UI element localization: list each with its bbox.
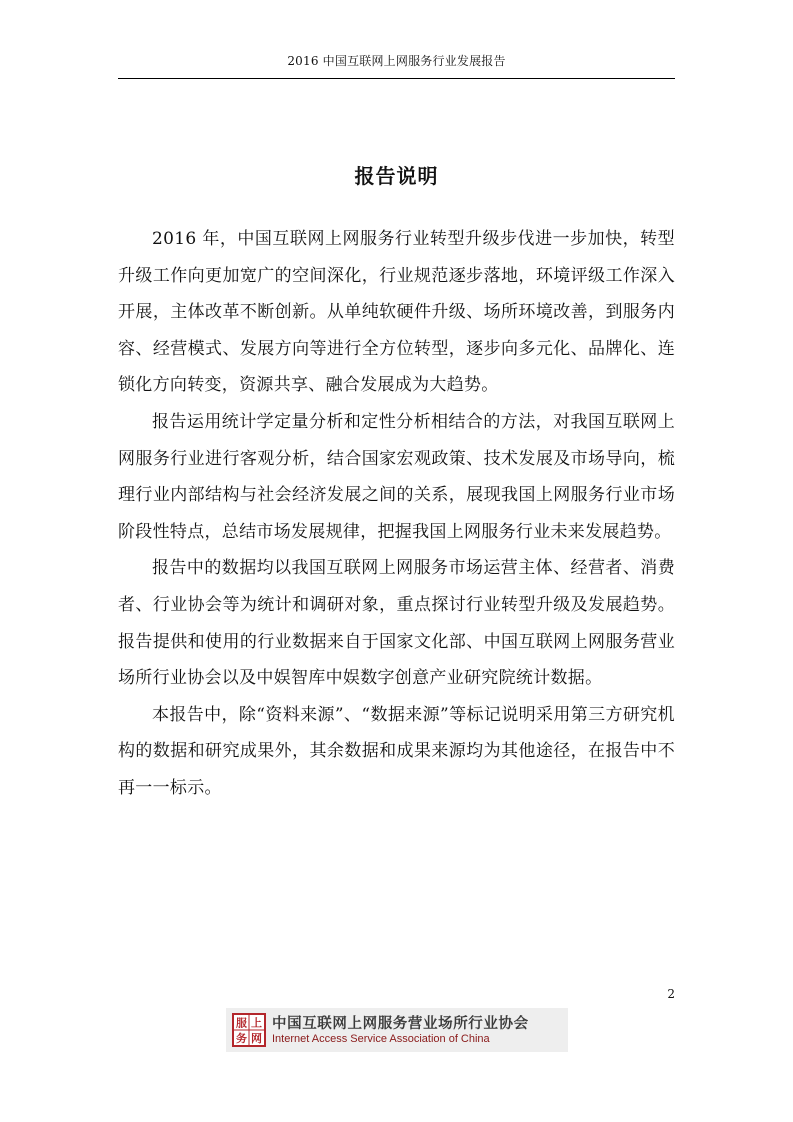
org-name-en: Internet Access Service Association of China [272,1032,490,1045]
running-header: 2016 中国互联网上网服务行业发展报告 [287,54,506,68]
emblem-char: 务 [236,1032,247,1045]
paragraph: 2016 年，中国互联网上网服务行业转型升级步伐进一步加快，转型升级工作向更加宽广的空间深化，行业规范逐步落地，环境评级工作深入开展，主体改革不断创新。从单纯软硬件升级、场所环境改善，到服务内容、经营模式、发展方向等进行全方位转型，逐步向多元化、品牌化、连锁化方向转变，资源共享、融合发展成为大趋势。 [118,229,675,396]
paragraph: 本报告中，除“资料来源”、“数据来源”等标记说明采用第三方研究机构的数据和研究成果外，其余数据和成果来源均为其他途径，在报告中不再一一标示。 [118,704,675,798]
emblem-char: 服 [236,1016,247,1030]
emblem-char: 网 [251,1032,262,1045]
page-number: 2 [667,987,675,1001]
report-body [118,221,675,807]
emblem-char: 上 [251,1016,262,1030]
org-name-cn: 中国互联网上网服务营业场所行业协会 [272,1015,529,1032]
page-title: 报告说明 [354,164,439,188]
paragraph: 报告中的数据均以我国互联网上网服务市场运营主体、经营者、消费者、行业协会等为统计和调研对象，重点探讨行业转型升级及发展趋势。报告提供和使用的行业数据来自于国家文化部、中国互联网上网服务营业场所行业协会以及中娱智库中娱数字创意产业研究院统计数据。 [118,558,675,689]
paragraph: 报告运用统计学定量分析和定性分析相结合的方法，对我国互联网上网服务行业进行客观分析，结合国家宏观政策、技术发展及市场导向，梳理行业内部结构与社会经济发展之间的关系，展现我国上网服务行业市场阶段性特点，总结市场发展规律，把握我国上网服务行业未来发展趋势。 [118,411,675,542]
association-emblem-icon [232,1013,266,1047]
logo-text [272,1015,529,1046]
footer-logo [226,1008,568,1052]
header-rule [118,78,675,79]
